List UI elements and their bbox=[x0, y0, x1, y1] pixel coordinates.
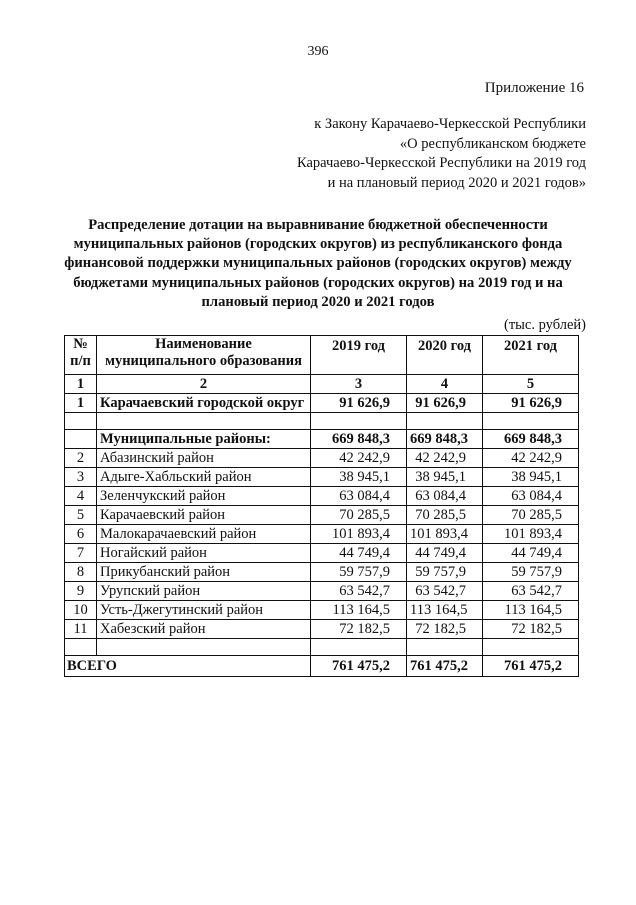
row-name: Зеленчукский район bbox=[97, 487, 311, 506]
column-number: 5 bbox=[483, 375, 579, 394]
header-number-line1: № bbox=[73, 336, 88, 352]
row-number: 9 bbox=[65, 582, 97, 601]
row-number: 10 bbox=[65, 601, 97, 620]
row-value-2020: 91 626,9 bbox=[407, 394, 483, 413]
header-2021: 2021 год bbox=[483, 336, 579, 375]
row-name: Малокарачаевский район bbox=[97, 525, 311, 544]
title-line: плановый период 2020 и 2021 годов bbox=[201, 293, 435, 310]
header-2019: 2019 год bbox=[311, 336, 407, 375]
row-number: 5 bbox=[65, 506, 97, 525]
row-value-2020: 113 164,5 bbox=[407, 601, 483, 620]
column-number: 2 bbox=[97, 375, 311, 394]
row-number: 4 bbox=[65, 487, 97, 506]
row-name: Прикубанский район bbox=[97, 563, 311, 582]
row-name: Карачаевский городской округ bbox=[97, 394, 311, 413]
appendix-label: Приложение 16 bbox=[484, 80, 584, 96]
grand-total-2020: 761 475,2 bbox=[407, 656, 483, 677]
row-value-2020: 63 542,7 bbox=[407, 582, 483, 601]
title-line: муниципальных районов (городских округов) из республиканского фонда bbox=[73, 236, 563, 253]
law-reference-line: к Закону Карачаево-Черкесской Республики bbox=[314, 116, 586, 132]
grand-total-2021: 761 475,2 bbox=[483, 656, 579, 677]
law-reference-line: и на плановый период 2020 и 2021 годов» bbox=[327, 174, 586, 191]
subsidy-table bbox=[64, 335, 579, 677]
column-number: 4 bbox=[407, 375, 483, 394]
row-value-2021: 44 749,4 bbox=[483, 544, 579, 563]
title-line: Распределение дотации на выравнивание бюджетной обеспеченности bbox=[88, 217, 548, 233]
header-number-line2: п/п bbox=[70, 353, 91, 369]
table-row bbox=[65, 620, 579, 639]
row-value-2020: 38 945,1 bbox=[407, 468, 483, 487]
row-value-2020: 70 285,5 bbox=[407, 506, 483, 525]
row-value-2021: 113 164,5 bbox=[483, 601, 579, 620]
row-value-2020: 42 242,9 bbox=[407, 449, 483, 468]
table-row bbox=[65, 582, 579, 601]
title-line: бюджетами муниципальных районов (городских округов) на 2019 год и на bbox=[73, 274, 563, 291]
table-row bbox=[65, 468, 579, 487]
column-number: 3 bbox=[311, 375, 407, 394]
row-value-2019: 91 626,9 bbox=[311, 394, 407, 413]
table-spacer-row bbox=[65, 639, 579, 656]
table-row bbox=[65, 601, 579, 620]
law-reference-line: Карачаево-Черкесской Республики на 2019 год bbox=[296, 155, 586, 171]
row-value-2019: 63 084,4 bbox=[311, 487, 407, 506]
row-number: 8 bbox=[65, 563, 97, 582]
row-name: Абазинский район bbox=[97, 449, 311, 468]
row-value-2021: 72 182,5 bbox=[483, 620, 579, 639]
row-value-2020: 101 893,4 bbox=[407, 525, 483, 544]
law-reference-line: «О республиканском бюджете bbox=[399, 135, 586, 152]
row-value-2021: 63 084,4 bbox=[483, 487, 579, 506]
table-row bbox=[65, 525, 579, 544]
table-row-grand-total bbox=[65, 656, 579, 677]
row-number: 7 bbox=[65, 544, 97, 563]
table-row-districts-total bbox=[65, 430, 579, 449]
table-row-city bbox=[65, 394, 579, 413]
row-value-2019: 38 945,1 bbox=[311, 468, 407, 487]
row-value-2019: 70 285,5 bbox=[311, 506, 407, 525]
row-value-2020: 63 084,4 bbox=[407, 487, 483, 506]
row-number: 2 bbox=[65, 449, 97, 468]
row-value-2021: 91 626,9 bbox=[483, 394, 579, 413]
row-value-2020: 669 848,3 bbox=[407, 430, 483, 449]
units-label: (тыс. рублей) bbox=[504, 317, 586, 333]
row-number: 3 bbox=[65, 468, 97, 487]
row-number: 1 bbox=[65, 394, 97, 413]
row-name: Муниципальные районы: bbox=[97, 430, 311, 449]
column-numbers-row bbox=[65, 375, 579, 394]
row-value-2019: 59 757,9 bbox=[311, 563, 407, 582]
law-reference bbox=[297, 115, 586, 193]
page-number: 396 bbox=[307, 44, 329, 59]
row-name: Ногайский район bbox=[97, 544, 311, 563]
table-row bbox=[65, 506, 579, 525]
row-value-2019: 669 848,3 bbox=[311, 430, 407, 449]
table-spacer-row bbox=[65, 413, 579, 430]
grand-total-label: ВСЕГО bbox=[65, 656, 311, 677]
table-row bbox=[65, 544, 579, 563]
row-number: 11 bbox=[65, 620, 97, 639]
row-name: Хабезский район bbox=[97, 620, 311, 639]
header-name bbox=[97, 336, 311, 375]
table-row bbox=[65, 449, 579, 468]
row-value-2019: 113 164,5 bbox=[311, 601, 407, 620]
table-row bbox=[65, 563, 579, 582]
header-name-line2: муниципального образования bbox=[105, 353, 302, 369]
row-name: Усть-Джегутинский район bbox=[97, 601, 311, 620]
row-value-2020: 59 757,9 bbox=[407, 563, 483, 582]
row-value-2021: 669 848,3 bbox=[483, 430, 579, 449]
header-number bbox=[65, 336, 97, 375]
row-name: Урупский район bbox=[97, 582, 311, 601]
header-name-line1: Наименование bbox=[155, 336, 252, 352]
row-value-2019: 42 242,9 bbox=[311, 449, 407, 468]
row-value-2021: 42 242,9 bbox=[483, 449, 579, 468]
row-name: Карачаевский район bbox=[97, 506, 311, 525]
title-line: финансовой поддержки муниципальных районов (городских округов) между bbox=[64, 255, 572, 272]
document-title bbox=[50, 216, 586, 312]
column-number: 1 bbox=[65, 375, 97, 394]
row-value-2021: 59 757,9 bbox=[483, 563, 579, 582]
row-value-2019: 44 749,4 bbox=[311, 544, 407, 563]
row-number: 6 bbox=[65, 525, 97, 544]
row-value-2019: 63 542,7 bbox=[311, 582, 407, 601]
row-value-2021: 70 285,5 bbox=[483, 506, 579, 525]
header-2020: 2020 год bbox=[407, 336, 483, 375]
row-value-2021: 38 945,1 bbox=[483, 468, 579, 487]
row-value-2019: 72 182,5 bbox=[311, 620, 407, 639]
row-value-2021: 101 893,4 bbox=[483, 525, 579, 544]
row-name: Адыге-Хабльский район bbox=[97, 468, 311, 487]
grand-total-2019: 761 475,2 bbox=[311, 656, 407, 677]
row-value-2020: 72 182,5 bbox=[407, 620, 483, 639]
row-value-2021: 63 542,7 bbox=[483, 582, 579, 601]
row-value-2020: 44 749,4 bbox=[407, 544, 483, 563]
row-value-2019: 101 893,4 bbox=[311, 525, 407, 544]
table-header-row bbox=[65, 336, 579, 375]
table-row bbox=[65, 487, 579, 506]
